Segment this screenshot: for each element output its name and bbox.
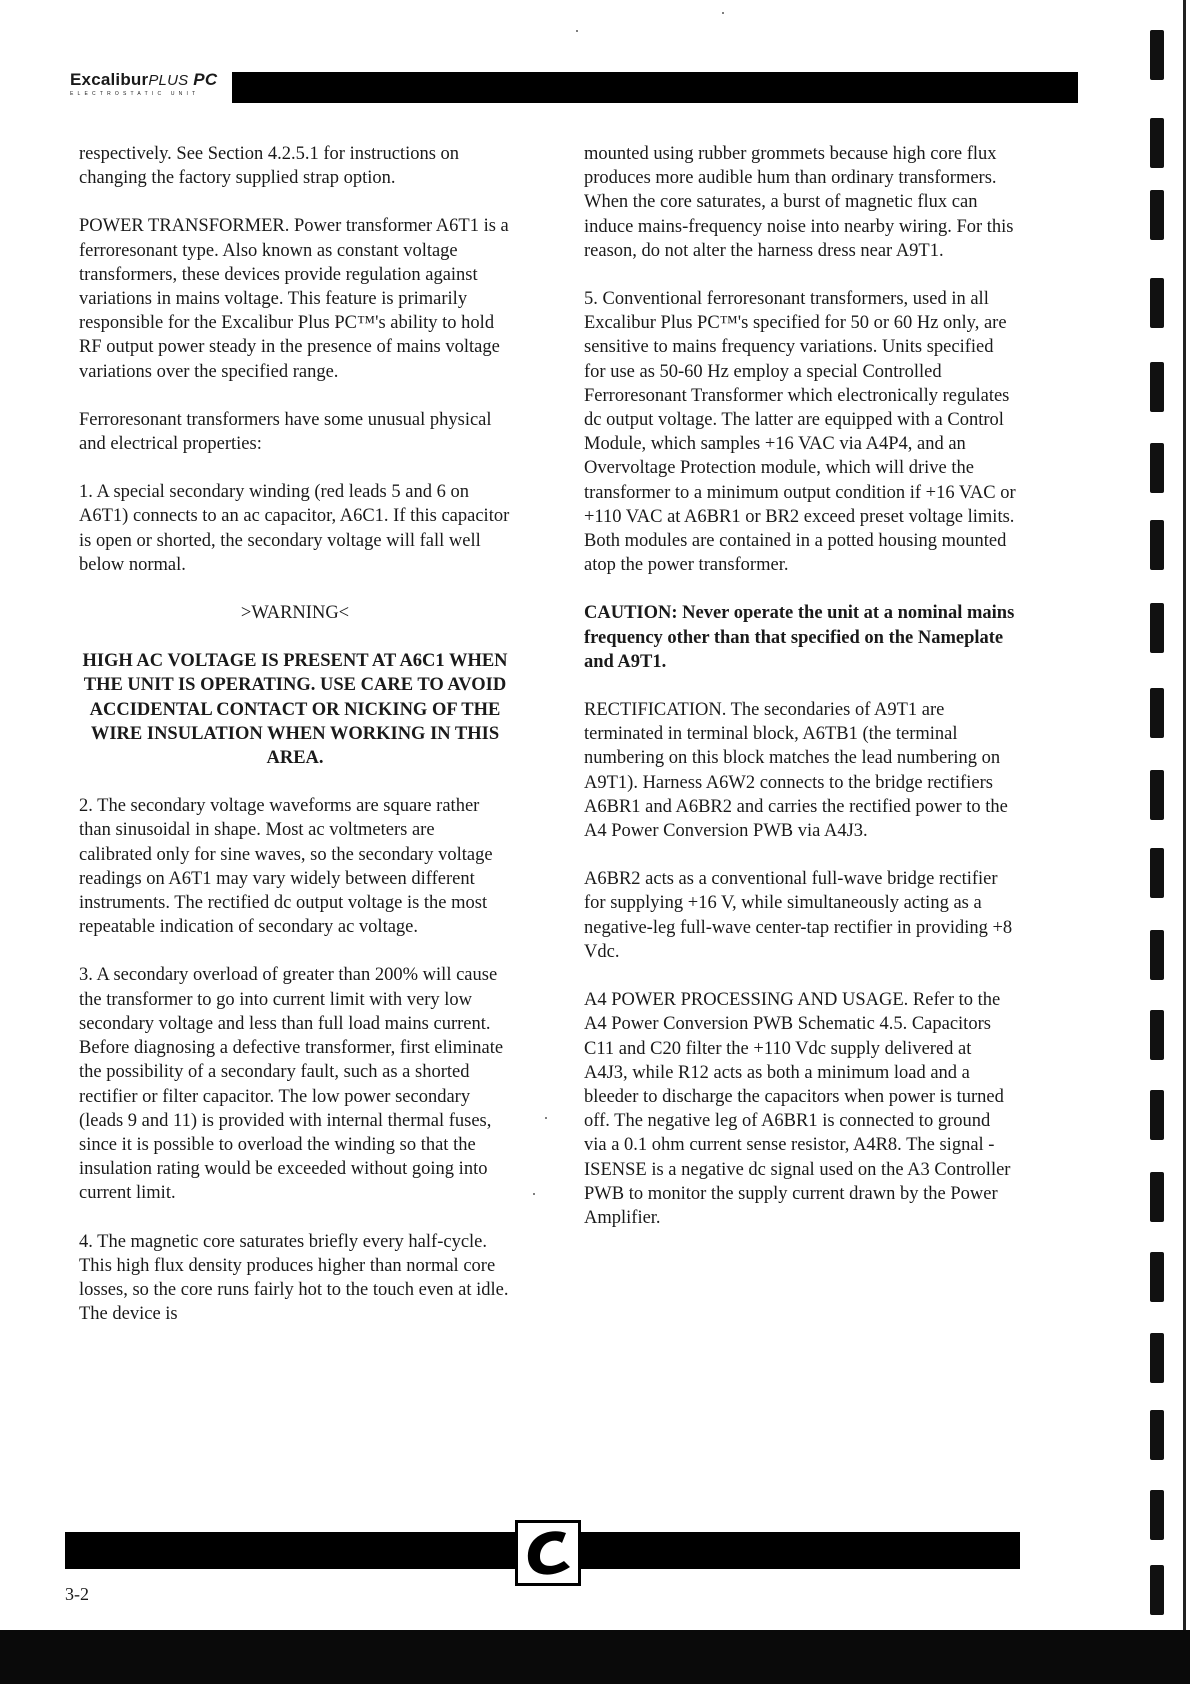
binding-tab — [1150, 190, 1164, 240]
right-column — [584, 142, 1016, 1230]
header-rule — [232, 72, 1078, 103]
binding-tab — [1150, 1333, 1164, 1383]
binding-tab — [1150, 278, 1164, 328]
binding-tab — [1150, 118, 1164, 168]
scan-speck — [722, 12, 724, 14]
paragraph: 2. The secondary voltage waveforms are square rather than sinusoidal in shape. Most ac voltmeters are calibrated only for sine waves, so the secondary voltage readings on A6T1 may vary widely between different instruments. The rectified dc output voltage is the most repeatable indication of secondary ac voltage. — [79, 796, 493, 938]
brand-tagline: ELECTROSTATIC UNIT — [70, 91, 200, 97]
binding-tab — [1150, 1090, 1164, 1140]
c-logo-icon — [515, 1520, 581, 1586]
scan-speck — [533, 1193, 535, 1195]
binding-tab — [1150, 30, 1164, 80]
binding-tab — [1150, 688, 1164, 738]
paragraph: A4 POWER PROCESSING AND USAGE. Refer to the A4 Power Conversion PWB Schematic 4.5. Capacitors C11 and C20 filter the +110 Vdc supply delivered at A4J3, while R12 acts as both a minimum load and a bleeder to discharge the capacitors when power is turned off. The negative leg of A6BR1 is connected to ground via a 0.1 ohm current sense resistor, A4R8. The signal -ISENSE is a negative dc signal used on the A3 Controller PWB to monitor the supply current drawn by the Power Amplifier. — [584, 990, 1011, 1228]
caution-note: CAUTION: Never operate the unit at a nominal mains frequency other than that specified on the Nameplate and A9T1. — [584, 603, 1015, 672]
paragraph: 4. The magnetic core saturates briefly every half-cycle. This high flux density produces higher than normal core losses, so the core runs fairly hot to the touch even at idle. The device is — [79, 1231, 509, 1325]
binding-tab — [1150, 1172, 1164, 1222]
binding-tab — [1150, 930, 1164, 980]
scan-speck — [545, 1117, 547, 1119]
binding-tab — [1150, 1410, 1164, 1460]
scan-speck — [576, 30, 578, 32]
scan-edge — [1183, 0, 1186, 1640]
paragraph: Ferroresonant transformers have some unusual physical and electrical properties: — [79, 409, 492, 455]
paragraph: POWER TRANSFORMER. Power transformer A6T1 is a ferroresonant type. Also known as constant voltage transformers, these devices provide regulation against variations in mains voltage. This feature is primarily responsible for the Excalibur Plus PC™'s ability to hold RF output power steady in the presence of mains voltage variations over the specified range. — [79, 216, 509, 382]
brand-plus: PLUS — [148, 72, 189, 89]
warning-title: >WARNING< — [240, 603, 350, 624]
warning-body: HIGH AC VOLTAGE IS PRESENT AT A6C1 WHEN THE UNIT IS OPERATING. USE CARE TO AVOID ACCIDENTAL CONTACT OR NICKING OF THE WIRE INSULATION WHEN WORKING IN THIS AREA. — [82, 651, 508, 769]
binding-tab — [1150, 1490, 1164, 1540]
binding-tab — [1150, 443, 1164, 493]
binding-tab — [1150, 603, 1164, 653]
binding-tab — [1150, 1010, 1164, 1060]
paragraph: A6BR2 acts as a conventional full-wave bridge rectifier for supplying +16 V, while simultaneously acting as a negative-leg full-wave center-tap rectifier in providing +8 Vdc. — [584, 869, 1013, 962]
binding-tab — [1150, 362, 1164, 412]
brand-pc: PC — [193, 70, 218, 89]
binding-tab — [1150, 848, 1164, 898]
brand-name: Excalibur — [70, 70, 149, 89]
scan-bottom-band — [0, 1630, 1190, 1684]
binding-tab — [1150, 770, 1164, 820]
page-number: 3-2 — [65, 1584, 89, 1604]
left-column — [79, 142, 511, 1326]
paragraph: RECTIFICATION. The secondaries of A9T1 are terminated in terminal block, A6TB1 (the terminal numbering on this block matches the lead numbering on A9T1). Harness A6W2 connects to the bridge rectifiers A6BR1 and A6BR2 and carries the rectified power to the A4 Power Conversion PWB via A4J3. — [584, 700, 1008, 842]
brand-logo — [70, 70, 217, 90]
paragraph: respectively. See Section 4.2.5.1 for instructions on changing the factory supplied strap option. — [79, 144, 460, 189]
paragraph: 1. A special secondary winding (red leads 5 and 6 on A6T1) connects to an ac capacitor, A6C1. If this capacitor is open or shorted, the secondary voltage will fall well below normal. — [79, 482, 510, 575]
paragraph: 3. A secondary overload of greater than 200% will cause the transformer to go into current limit with very low secondary voltage and less than full load mains current. Before diagnosing a defective transformer, first eliminate the possibility of a secondary fault, such as a shorted rectifier or filter capacitor. The low power secondary (leads 9 and 11) is provided with internal thermal fuses, since it is possible to overload the winding so that the insulation rating would be exceeded without going into current limit. — [79, 965, 504, 1204]
binding-tab — [1150, 520, 1164, 570]
paragraph: mounted using rubber grommets because high core flux produces more audible hum than ordinary transformers. When the core saturates, a burst of magnetic flux can induce mains-frequency noise into nearby wiring. For this reason, do not alter the harness dress near A9T1. — [584, 144, 1014, 261]
binding-tab — [1150, 1252, 1164, 1302]
paragraph: 5. Conventional ferroresonant transformers, used in all Excalibur Plus PC™'s specified for 50 or 60 Hz only, are sensitive to mains frequency variations. Units specified for use as 50-60 Hz employ a special Controlled Ferroresonant Transformer which electronically regulates dc output voltage. The latter are equipped with a Control Module, which samples +16 VAC via A4P4, and an Overvoltage Protection module, which will drive the transformer to a minimum output condition if +16 VAC or +110 VAC at A6BR1 or BR2 exceed preset voltage limits. Both modules are contained in a potted housing mounted atop the power transformer. — [584, 289, 1016, 576]
binding-tab — [1150, 1565, 1164, 1615]
